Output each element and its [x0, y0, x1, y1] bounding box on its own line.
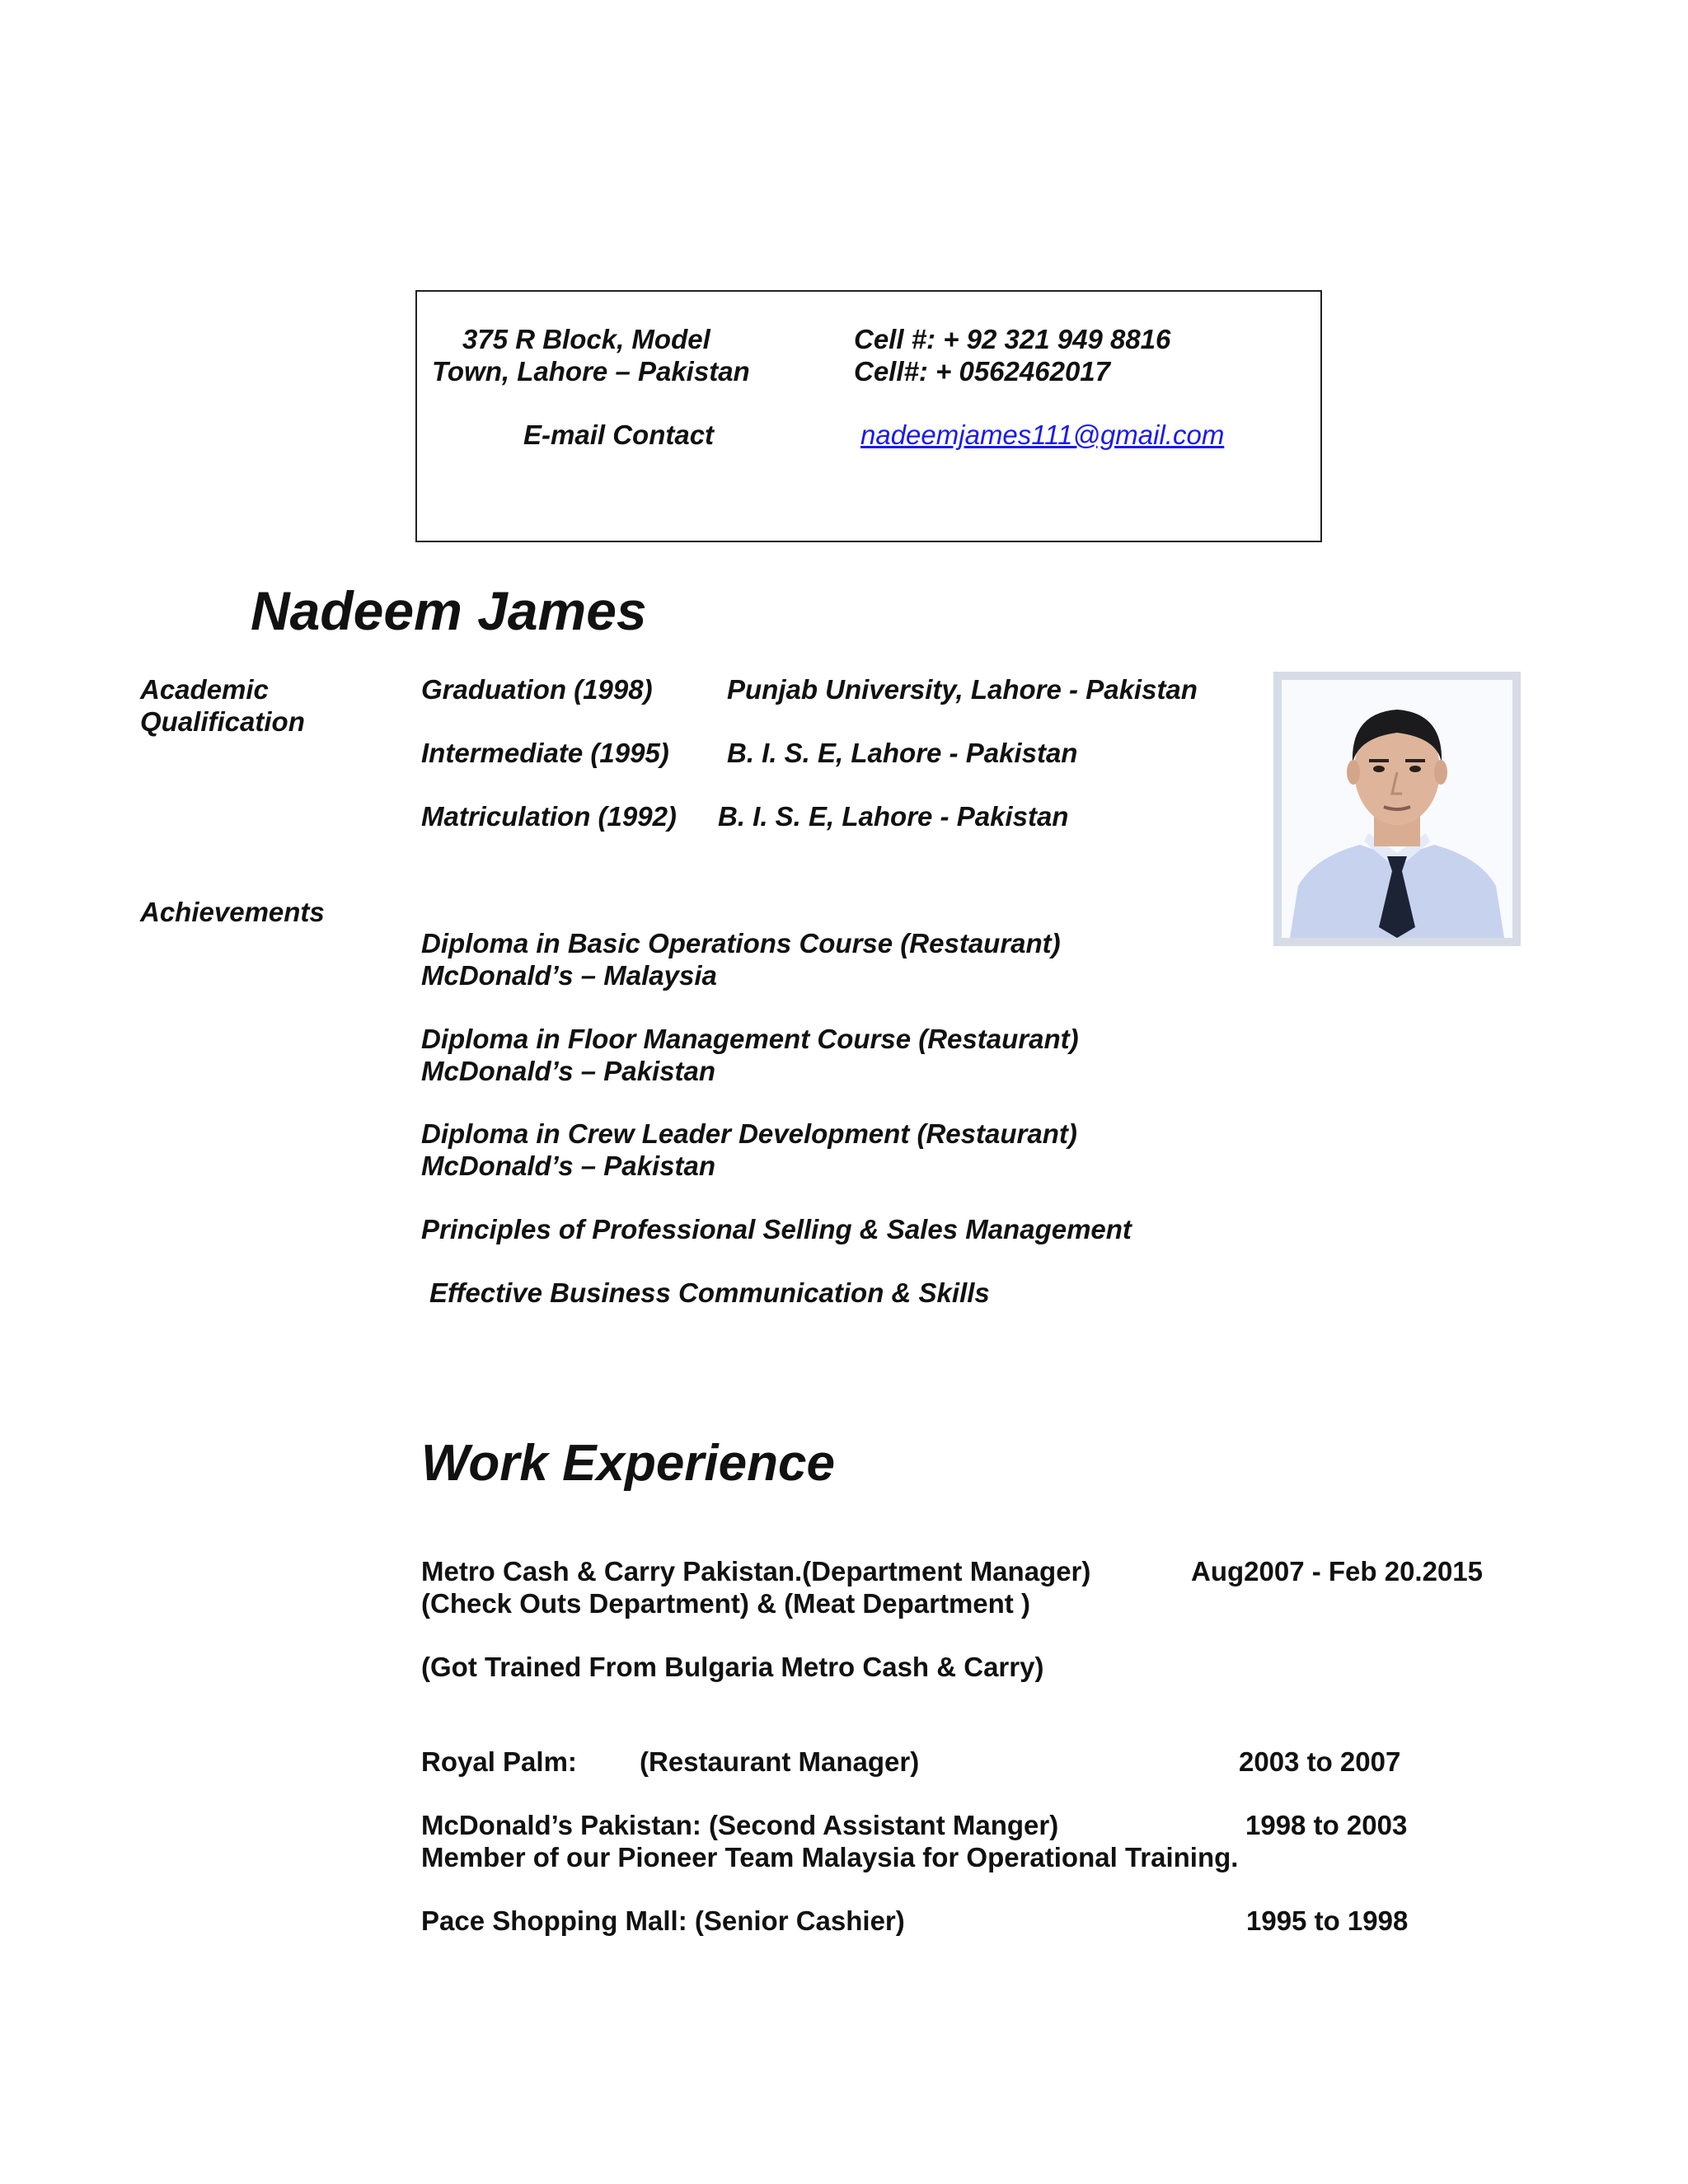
- achievement-3-location: McDonald’s – Pakistan: [421, 1151, 716, 1181]
- institution-graduation: Punjab University, Lahore - Pakistan: [727, 674, 1198, 705]
- pace-job-dates: 1995 to 1998: [1246, 1905, 1409, 1936]
- metro-job-dates: Aug2007 - Feb 20.2015: [1191, 1556, 1484, 1586]
- email-link[interactable]: nadeemjames111@gmail.com: [860, 419, 1225, 450]
- institution-matriculation: B. I. S. E, Lahore - Pakistan: [718, 801, 1069, 832]
- metro-departments: (Check Outs Department) & (Meat Department ): [421, 1588, 1030, 1619]
- candidate-name: Nadeem James: [251, 580, 647, 641]
- cell-number-2: Cell#: + 0562462017: [854, 356, 1111, 387]
- metro-training: (Got Trained From Bulgaria Metro Cash & Carry): [421, 1652, 1044, 1682]
- mcdonalds-job-dates: 1998 to 2003: [1245, 1810, 1408, 1840]
- royal-palm-company: Royal Palm:: [421, 1746, 577, 1777]
- degree-intermediate: Intermediate (1995): [421, 738, 669, 768]
- email-label: E-mail Contact: [523, 419, 715, 450]
- achievement-2-location: McDonald’s – Pakistan: [421, 1056, 716, 1086]
- royal-palm-role: (Restaurant Manager): [640, 1746, 920, 1777]
- address-line-1: 375 R Block, Model: [462, 324, 710, 354]
- mcdonalds-job-title: McDonald’s Pakistan: (Second Assistant Manger): [421, 1810, 1059, 1840]
- metro-job-title: Metro Cash & Carry Pakistan.(Department Manager): [421, 1556, 1091, 1586]
- achievement-4-title: Principles of Professional Selling & Sales Management: [421, 1214, 1132, 1244]
- academic-label-line-2: Qualification: [140, 706, 305, 737]
- profile-photo: [1273, 672, 1521, 946]
- pace-job-title: Pace Shopping Mall: (Senior Cashier): [421, 1905, 905, 1936]
- achievement-5-title: Effective Business Communication & Skills: [429, 1277, 990, 1308]
- achievement-3-title: Diploma in Crew Leader Development (Restaurant): [421, 1118, 1077, 1149]
- institution-intermediate: B. I. S. E, Lahore - Pakistan: [727, 738, 1078, 768]
- royal-palm-dates: 2003 to 2007: [1239, 1746, 1401, 1777]
- achievement-1-title: Diploma in Basic Operations Course (Restaurant): [421, 928, 1061, 958]
- mcdonalds-pioneer-team: Member of our Pioneer Team Malaysia for Operational Training.: [421, 1842, 1239, 1872]
- address-line-2: Town, Lahore – Pakistan: [432, 356, 750, 387]
- achievement-2-title: Diploma in Floor Management Course (Restaurant): [421, 1024, 1079, 1054]
- portrait-image: [1282, 680, 1512, 938]
- work-experience-heading: Work Experience: [421, 1435, 835, 1492]
- achievements-label: Achievements: [140, 897, 325, 927]
- achievement-1-location: McDonald’s – Malaysia: [421, 960, 717, 991]
- degree-graduation: Graduation (1998): [421, 674, 653, 705]
- degree-matriculation: Matriculation (1992): [421, 801, 677, 832]
- cell-number-1: Cell #: + 92 321 949 8816: [854, 324, 1171, 354]
- academic-label-line-1: Academic: [140, 674, 269, 705]
